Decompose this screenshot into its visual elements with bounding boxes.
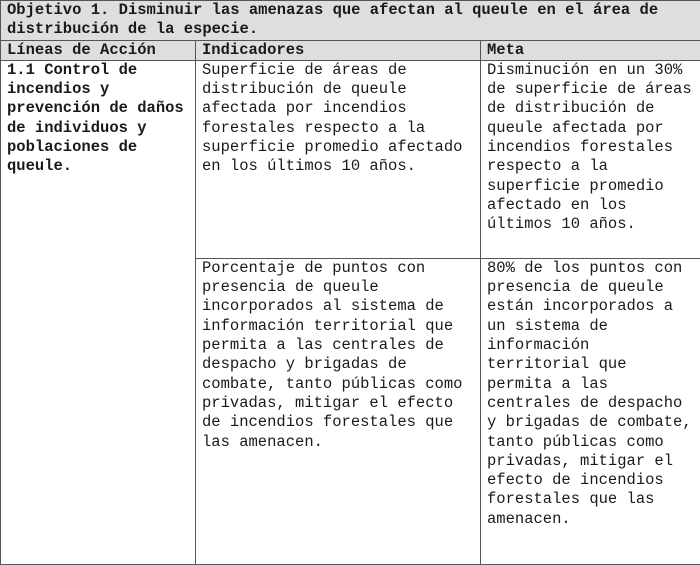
header-meta: Meta — [481, 40, 700, 60]
objective-text: Disminuir las amenazas que afectan al queule en el área de distribución de la especie. — [7, 1, 659, 39]
objective-row — [1, 1, 700, 41]
header-lineas-de-accion: Líneas de Acción — [1, 40, 196, 60]
objective-label: Objetivo 1. — [7, 1, 110, 19]
table-row — [1, 60, 700, 258]
action-line-cell: 1.1 Control de incendios y prevención de daños de individuos y poblaciones de queule. — [1, 60, 196, 564]
header-indicadores: Indicadores — [196, 40, 481, 60]
goal-cell: 80% de los puntos con presencia de queule están incorporados a un sistema de información territorial que permita a las centrales de despacho y brigadas de combate, tanto públicas como privadas, mitigar el efecto de incendios forestales que las amenacen. — [481, 258, 700, 564]
indicator-cell: Porcentaje de puntos con presencia de queule incorporados al sistema de información territorial que permita a las centrales de despacho y brigadas de combate, tanto públicas como privadas, mitigar el efecto de incendios forestales que las amenacen. — [196, 258, 481, 564]
objective-cell — [1, 1, 700, 41]
header-row — [1, 40, 700, 60]
goal-cell: Disminución en un 30% de superficie de áreas de distribución de queule afectada por incendios forestales respecto a la superficie promedio afectado en los últimos 10 años. — [481, 60, 700, 258]
indicator-cell: Superficie de áreas de distribución de queule afectada por incendios forestales respecto a la superficie promedio afectado en los últimos 10 años. — [196, 60, 481, 258]
